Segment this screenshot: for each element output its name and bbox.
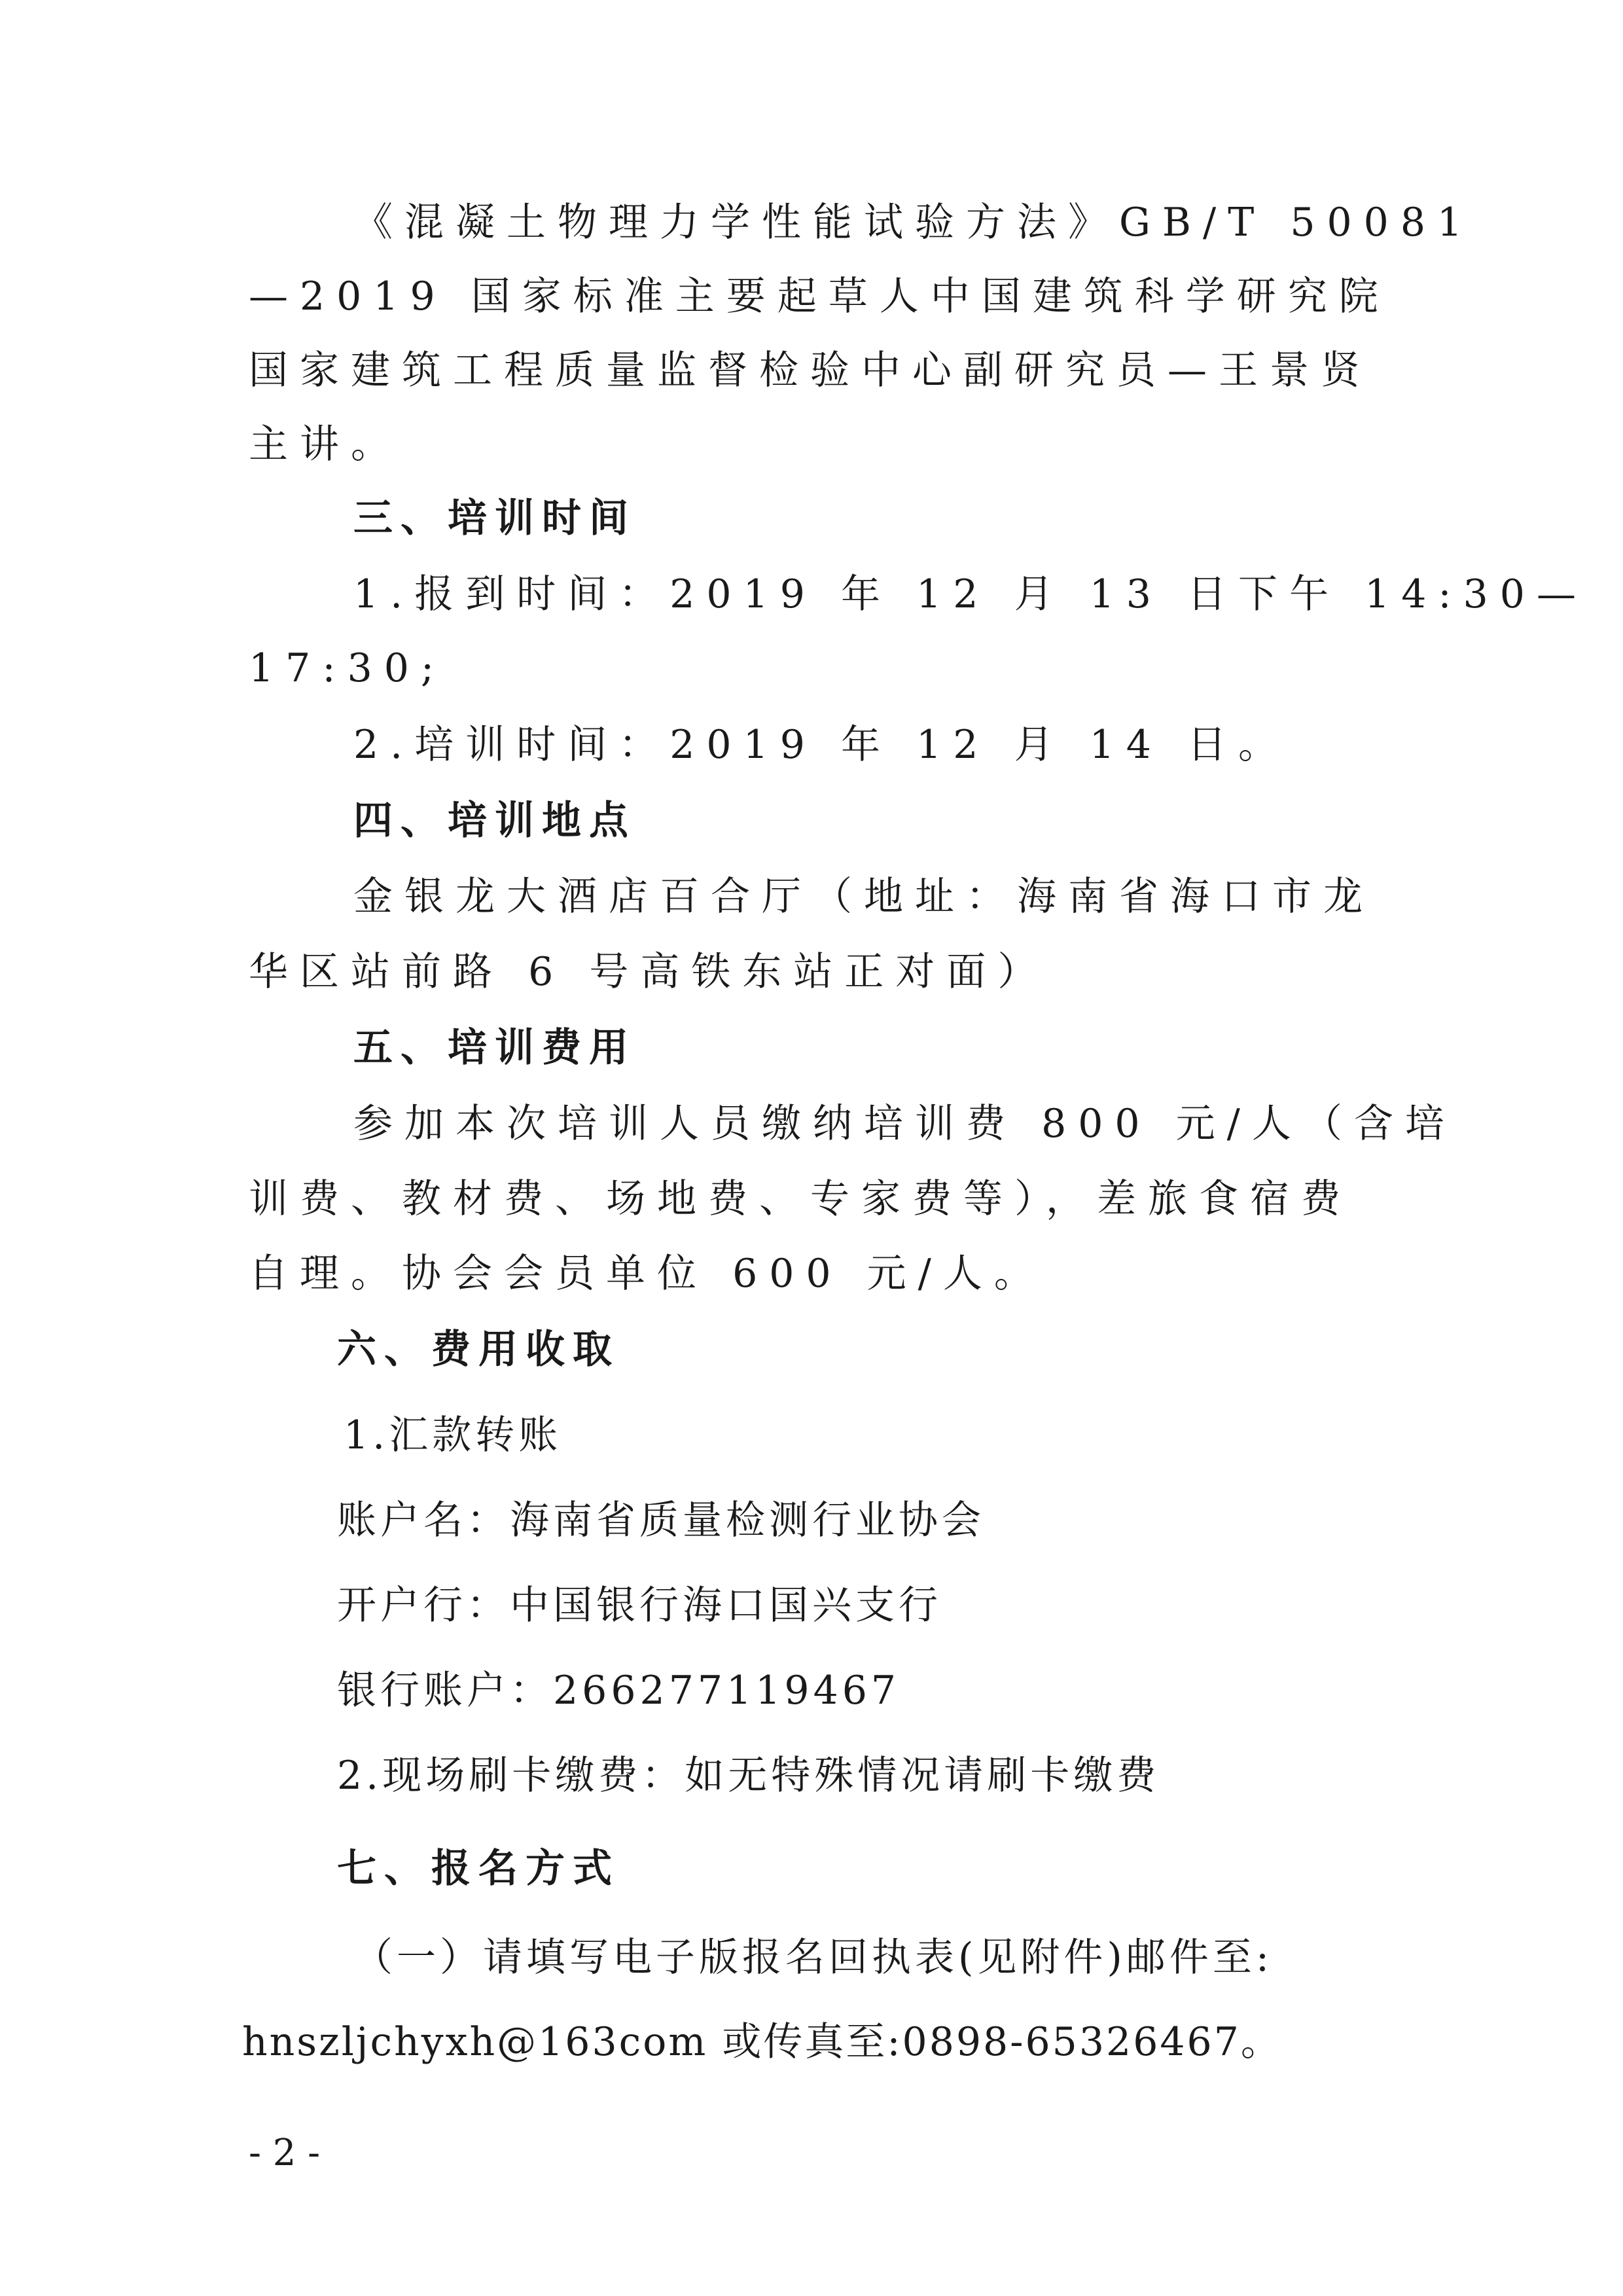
- location-line-2: 华区站前路 6 号高铁东站正对面）: [249, 949, 1049, 995]
- registration-line-1: （一）请填写电子版报名回执表(见附件)邮件至:: [353, 1935, 1274, 1981]
- registration-time-line-2: 17:30;: [249, 645, 446, 691]
- intro-line-1: 《混凝土物理力学性能试验方法》GB/T 50081: [353, 200, 1474, 245]
- section-heading-fee-collection: 六、费用收取: [337, 1327, 620, 1372]
- fee-line-1: 参加本次培训人员缴纳培训费 800 元/人（含培: [353, 1101, 1456, 1147]
- intro-line-4: 主讲。: [249, 422, 402, 467]
- registration-time-line-1: 1.报到时间：2019 年 12 月 13 日下午 14:30—: [353, 571, 1588, 617]
- bank-branch: 开户行：中国银行海口国兴支行: [337, 1583, 942, 1628]
- section-heading-training-fee: 五、培训费用: [353, 1025, 636, 1071]
- section-heading-training-location: 四、培训地点: [353, 798, 636, 844]
- fee-line-3: 自理。协会会员单位 600 元/人。: [249, 1251, 1045, 1297]
- section-heading-training-time: 三、培训时间: [353, 495, 636, 541]
- bank-account-number: 银行账户：266277119467: [337, 1668, 901, 1713]
- card-payment: 2.现场刷卡缴费：如无特殊情况请刷卡缴费: [337, 1753, 1160, 1799]
- account-name: 账户名：海南省质量检测行业协会: [337, 1498, 985, 1543]
- training-date: 2.培训时间：2019 年 12 月 14 日。: [353, 722, 1289, 768]
- registration-line-2: hnszljchyxh@163com 或传真至:0898-65326467。: [242, 2019, 1282, 2065]
- page-number: - 2 -: [249, 2132, 321, 2174]
- location-line-1: 金银龙大酒店百合厅（地址：海南省海口市龙: [353, 874, 1374, 920]
- intro-line-2: —2019 国家标准主要起草人中国建筑科学研究院: [249, 274, 1390, 319]
- bank-transfer-label: 1.汇款转账: [344, 1412, 562, 1458]
- fee-line-2: 训费、教材费、场地费、专家费等），差旅食宿费: [249, 1176, 1352, 1222]
- section-heading-registration: 七、报名方式: [337, 1846, 620, 1892]
- intro-line-3: 国家建筑工程质量监督检验中心副研究员—王景贤: [249, 348, 1372, 393]
